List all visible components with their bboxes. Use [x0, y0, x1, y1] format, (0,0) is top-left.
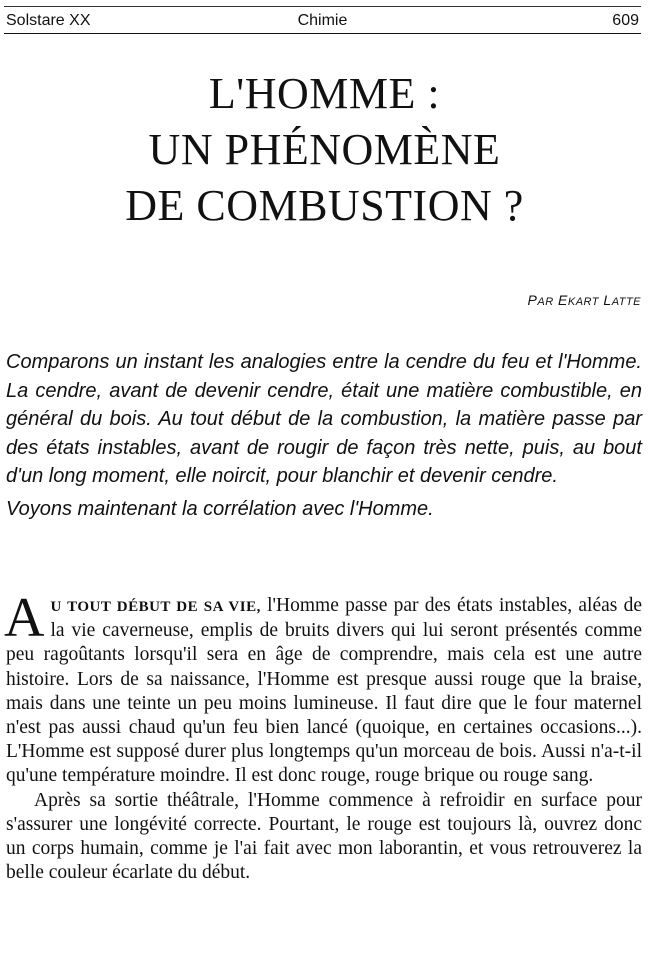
author-first-initial: E — [558, 292, 568, 308]
article-body — [4, 587, 642, 885]
lead-in-text: U TOUT DÉBUT DE SA VIE, — [50, 599, 261, 615]
page-number: 609 — [612, 12, 639, 29]
article-intro — [6, 348, 642, 523]
article-title — [0, 66, 649, 234]
drop-cap: A — [4, 587, 45, 649]
title-line-3: DE COMBUSTION ? — [125, 181, 524, 230]
byline-par-initial: P — [527, 292, 538, 308]
body-paragraph-1-text: l'Homme passe par des états instables, aléas de la vie caverneuse, emplis de bruits divers qui lui seront présentés comme peu ragoûtants lorsqu'il sera en âge de comprendre, mais cela est une autre histoire. Lors de sa naissance, l'Homme est presque aussi rouge que la braise, mais dans une teinte un peu moins lumineuse. Il faut dire que le four maternel n'est pas aussi chaud qu'un feu bien lancé (quoique, en certaines occasions...). L'Homme est supposé durer plus longtemps qu'un morceau de bois. Aussi n'a-t-il qu'une température moindre. Il est donc rouge, rouge brique ou rouge sang. — [6, 595, 642, 787]
author-last-initial: L — [603, 292, 612, 308]
journal-name: Solstare XX — [6, 12, 91, 29]
author-first-rest: KART — [567, 296, 600, 308]
author-byline — [528, 292, 641, 308]
body-paragraph-1 — [4, 587, 642, 789]
title-line-1: L'HOMME : — [208, 69, 441, 118]
title-line-2: UN PHÉNOMÈNE — [148, 125, 501, 174]
intro-paragraph-1: Comparons un instant les analogies entre la cendre du feu et l'Homme. La cendre, avant de devenir cendre, était une matière combustible, en général du bois. Au tout début de la combustion, la matière passe par des états instables, avant de rougir de façon très nette, puis, au bout d'un long moment, elle noircit, pour blanchir et devenir cendre. — [6, 351, 642, 487]
byline-par-rest: AR — [537, 296, 554, 308]
running-header — [4, 6, 641, 34]
body-paragraph-2: Après sa sortie théâtrale, l'Homme commence à refroidir en surface pour s'assurer une longévité correcte. Pourtant, le rouge est toujours là, ouvrez donc un corps humain, comme je l'ai fait avec mon laborantin, et vous retrouverez la belle couleur écarlate du début. — [6, 789, 642, 884]
author-last-rest: ATTE — [611, 296, 641, 308]
intro-paragraph-2: Voyons maintenant la corrélation avec l'Homme. — [6, 497, 434, 520]
section-name: Chimie — [297, 12, 348, 29]
